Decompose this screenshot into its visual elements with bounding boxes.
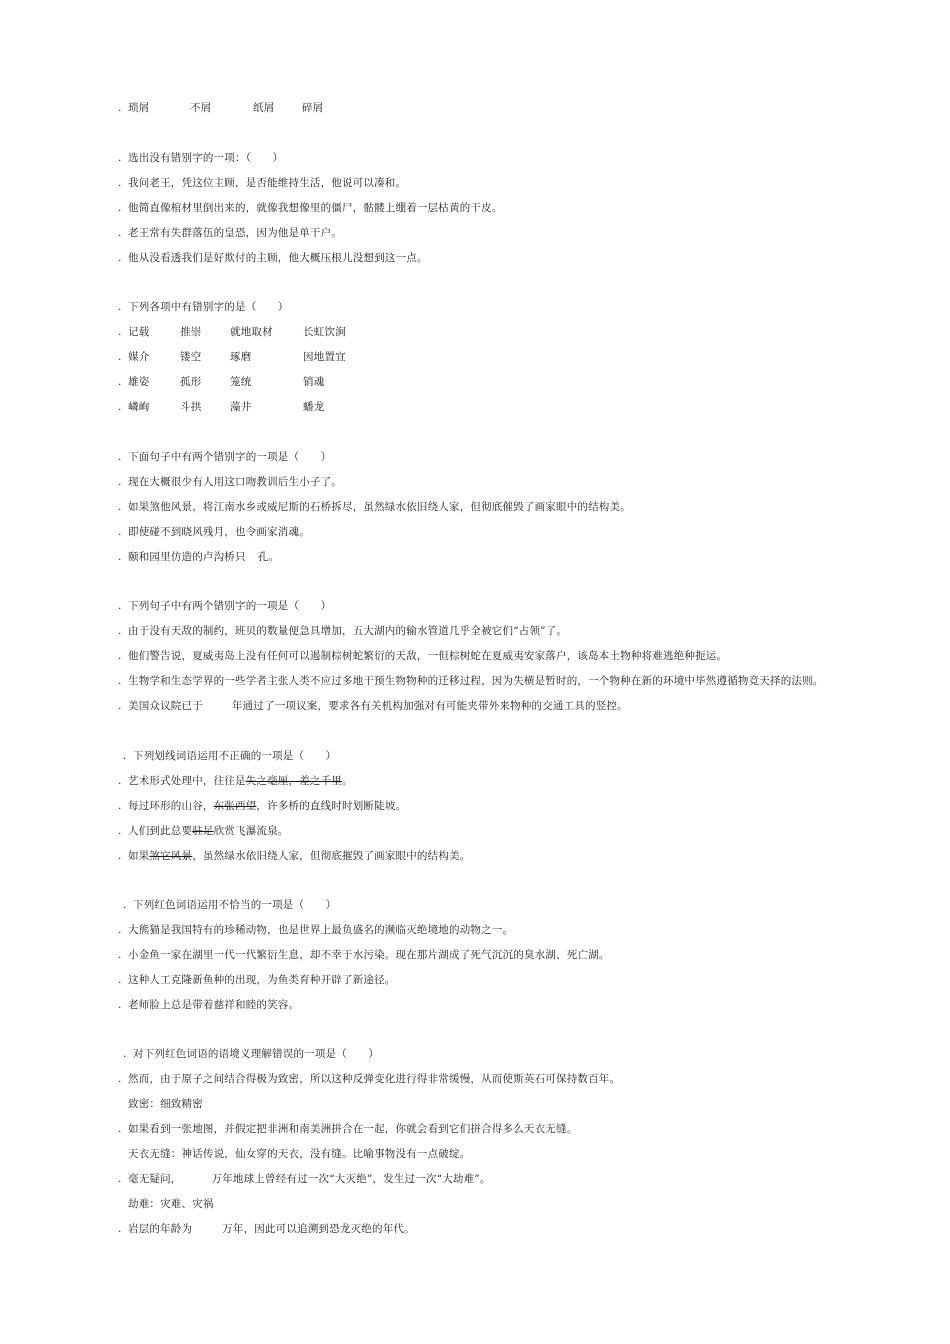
option: . 毫无疑问， 万年地球上曾经有过一次“大灭绝”，发生过一次“大劫难”。 — [118, 1173, 491, 1185]
option: . 由于没有天敌的制约，班贝的数量便急具增加，五大湖内的输水管道几乎全被它们“占领”了。 — [118, 625, 568, 637]
option: . 我问老王，凭这位主顾，是否能维持生活，他说可以凑和。 — [118, 177, 407, 189]
option-note: 致密：细致精密 — [128, 1098, 203, 1110]
word-cell: 碎屑 — [302, 102, 324, 114]
option: . 岩层的年龄为 万年，因此可以追溯到恐龙灭绝的年代。 — [118, 1223, 415, 1235]
word-cell: 不屑 — [190, 102, 212, 114]
option: . 他从没看透我们是好欺付的主顾，他大概压根儿没想到这一点。 — [118, 252, 428, 264]
word-row: . 雄姿 孤形 笼统 销魂 — [118, 376, 325, 388]
underlined-phrase: 东张西望 — [213, 800, 257, 812]
option: . 人们到此总要驻足欣赏飞瀑流泉。 — [118, 825, 289, 837]
option: . 颐和园里仿造的卢沟桥只 孔。 — [118, 551, 280, 563]
option: . 大熊猫是我国特有的珍稀动物，也是世界上最负盛名的濒临灭绝境地的动物之一。 — [118, 924, 514, 936]
question-stem: . 下面句子中有两个错别字的一项是（ ） — [118, 451, 332, 463]
option-note: 天衣无缝：神话传说，仙女穿的天衣，没有缝。比喻事物没有一点破绽。 — [128, 1148, 471, 1160]
word-row: . 记载 推崇 就地取材 长虹饮涧 — [118, 326, 346, 338]
option: . 然而，由于原子之间结合得极为致密，所以这种反弹变化进行得非常缓慢，从而使斯英石可保持数百年。 — [118, 1073, 621, 1085]
underlined-phrase: 煞它风景 — [149, 850, 193, 862]
question-stem: . 对下列红色词语的语境义理解错误的一项是（ ） — [123, 1048, 380, 1060]
option: . 老王常有失群落伍的皇恐，因为他是单干户。 — [118, 227, 342, 239]
underlined-phrase: 驻足 — [192, 825, 214, 837]
question-stem: . 下列划线词语运用不正确的一项是（ ） — [123, 750, 337, 762]
question-stem: . 下列句子中有两个错别字的一项是（ ） — [118, 600, 332, 612]
question-stem: . 下列各项中有错别字的是（ ） — [118, 301, 289, 313]
option: . 如果看到一张地图，并假定把非洲和南美洲拼合在一起，你就会看到它们拼合得多么天衣无缝。 — [118, 1123, 578, 1135]
option: . 艺术形式处理中，往往是失之毫厘，差之千里。 — [118, 775, 353, 787]
word-row: . 媒介 镂空 琢磨 因地置宜 — [118, 351, 346, 363]
word-row: . 琐屑 不屑 纸屑 碎屑 — [118, 102, 324, 114]
option: . 生物学和生态学界的一些学者主张人类不应过多地干预生物物种的迁移过程，因为失横是暂时的，一个物种在新的环境中毕然遵循物竞天择的法则。 — [118, 675, 824, 687]
option: . 如果煞它风景，虽然绿水依旧绕人家，但彻底摧毁了画家眼中的结构美。 — [118, 850, 471, 862]
word-row: . 嶙峋 斗拱 藻井 蟠龙 — [118, 401, 325, 413]
question-stem: . 选出没有错别字的一项：（ ） — [118, 152, 284, 164]
option: . 现在大概很少有人用这口吻教训后生小子了。 — [118, 476, 342, 488]
option-note: 劫难：灾难、灾祸 — [128, 1198, 214, 1210]
option: . 他简直像棺材里倒出来的，就像我想像里的僵尸，骷髅上绷着一层枯黄的干皮。 — [118, 202, 503, 214]
option: . 即使碰不到晓风残月，也令画家消魂。 — [118, 526, 310, 538]
option: . 老师脸上总是带着慈祥和睦的笑容。 — [118, 999, 300, 1011]
underlined-phrase: 失之毫厘，差之千里 — [245, 775, 343, 787]
option: . 如果煞他风景，将江南水乡或威尼斯的石桥拆尽，虽然绿水依旧绕人家，但彻底催毁了画家眼中的结构美。 — [118, 501, 631, 513]
option: . 美国众议院已于 年通过了一项议案，要求各有关机构加强对有可能夹带外来物种的交通工具的竖控。 — [118, 700, 628, 712]
option: . 每过环形的山谷，东张西望，许多桥的直线时时划断陡坡。 — [118, 800, 407, 812]
word-cell: 琐屑 — [128, 102, 150, 114]
option: . 他们警告说，夏威夷岛上没有任何可以遏制棕树蛇繁衍的天敌，一但棕树蛇在夏威夷安家落户，该岛本土物种将难逃绝种扼运。 — [118, 650, 728, 662]
word-cell: 纸屑 — [253, 102, 275, 114]
question-stem: . 下列红色词语运用不恰当的一项是（ ） — [123, 899, 337, 911]
option: . 这种人工克隆新鱼种的出现，为鱼类育种开辟了新途径。 — [118, 974, 396, 986]
option: . 小金鱼一家在湖里一代一代繁衍生息，却不幸于水污染。现在那片湖成了死气沉沉的臭水湖、死亡湖。 — [118, 949, 610, 961]
